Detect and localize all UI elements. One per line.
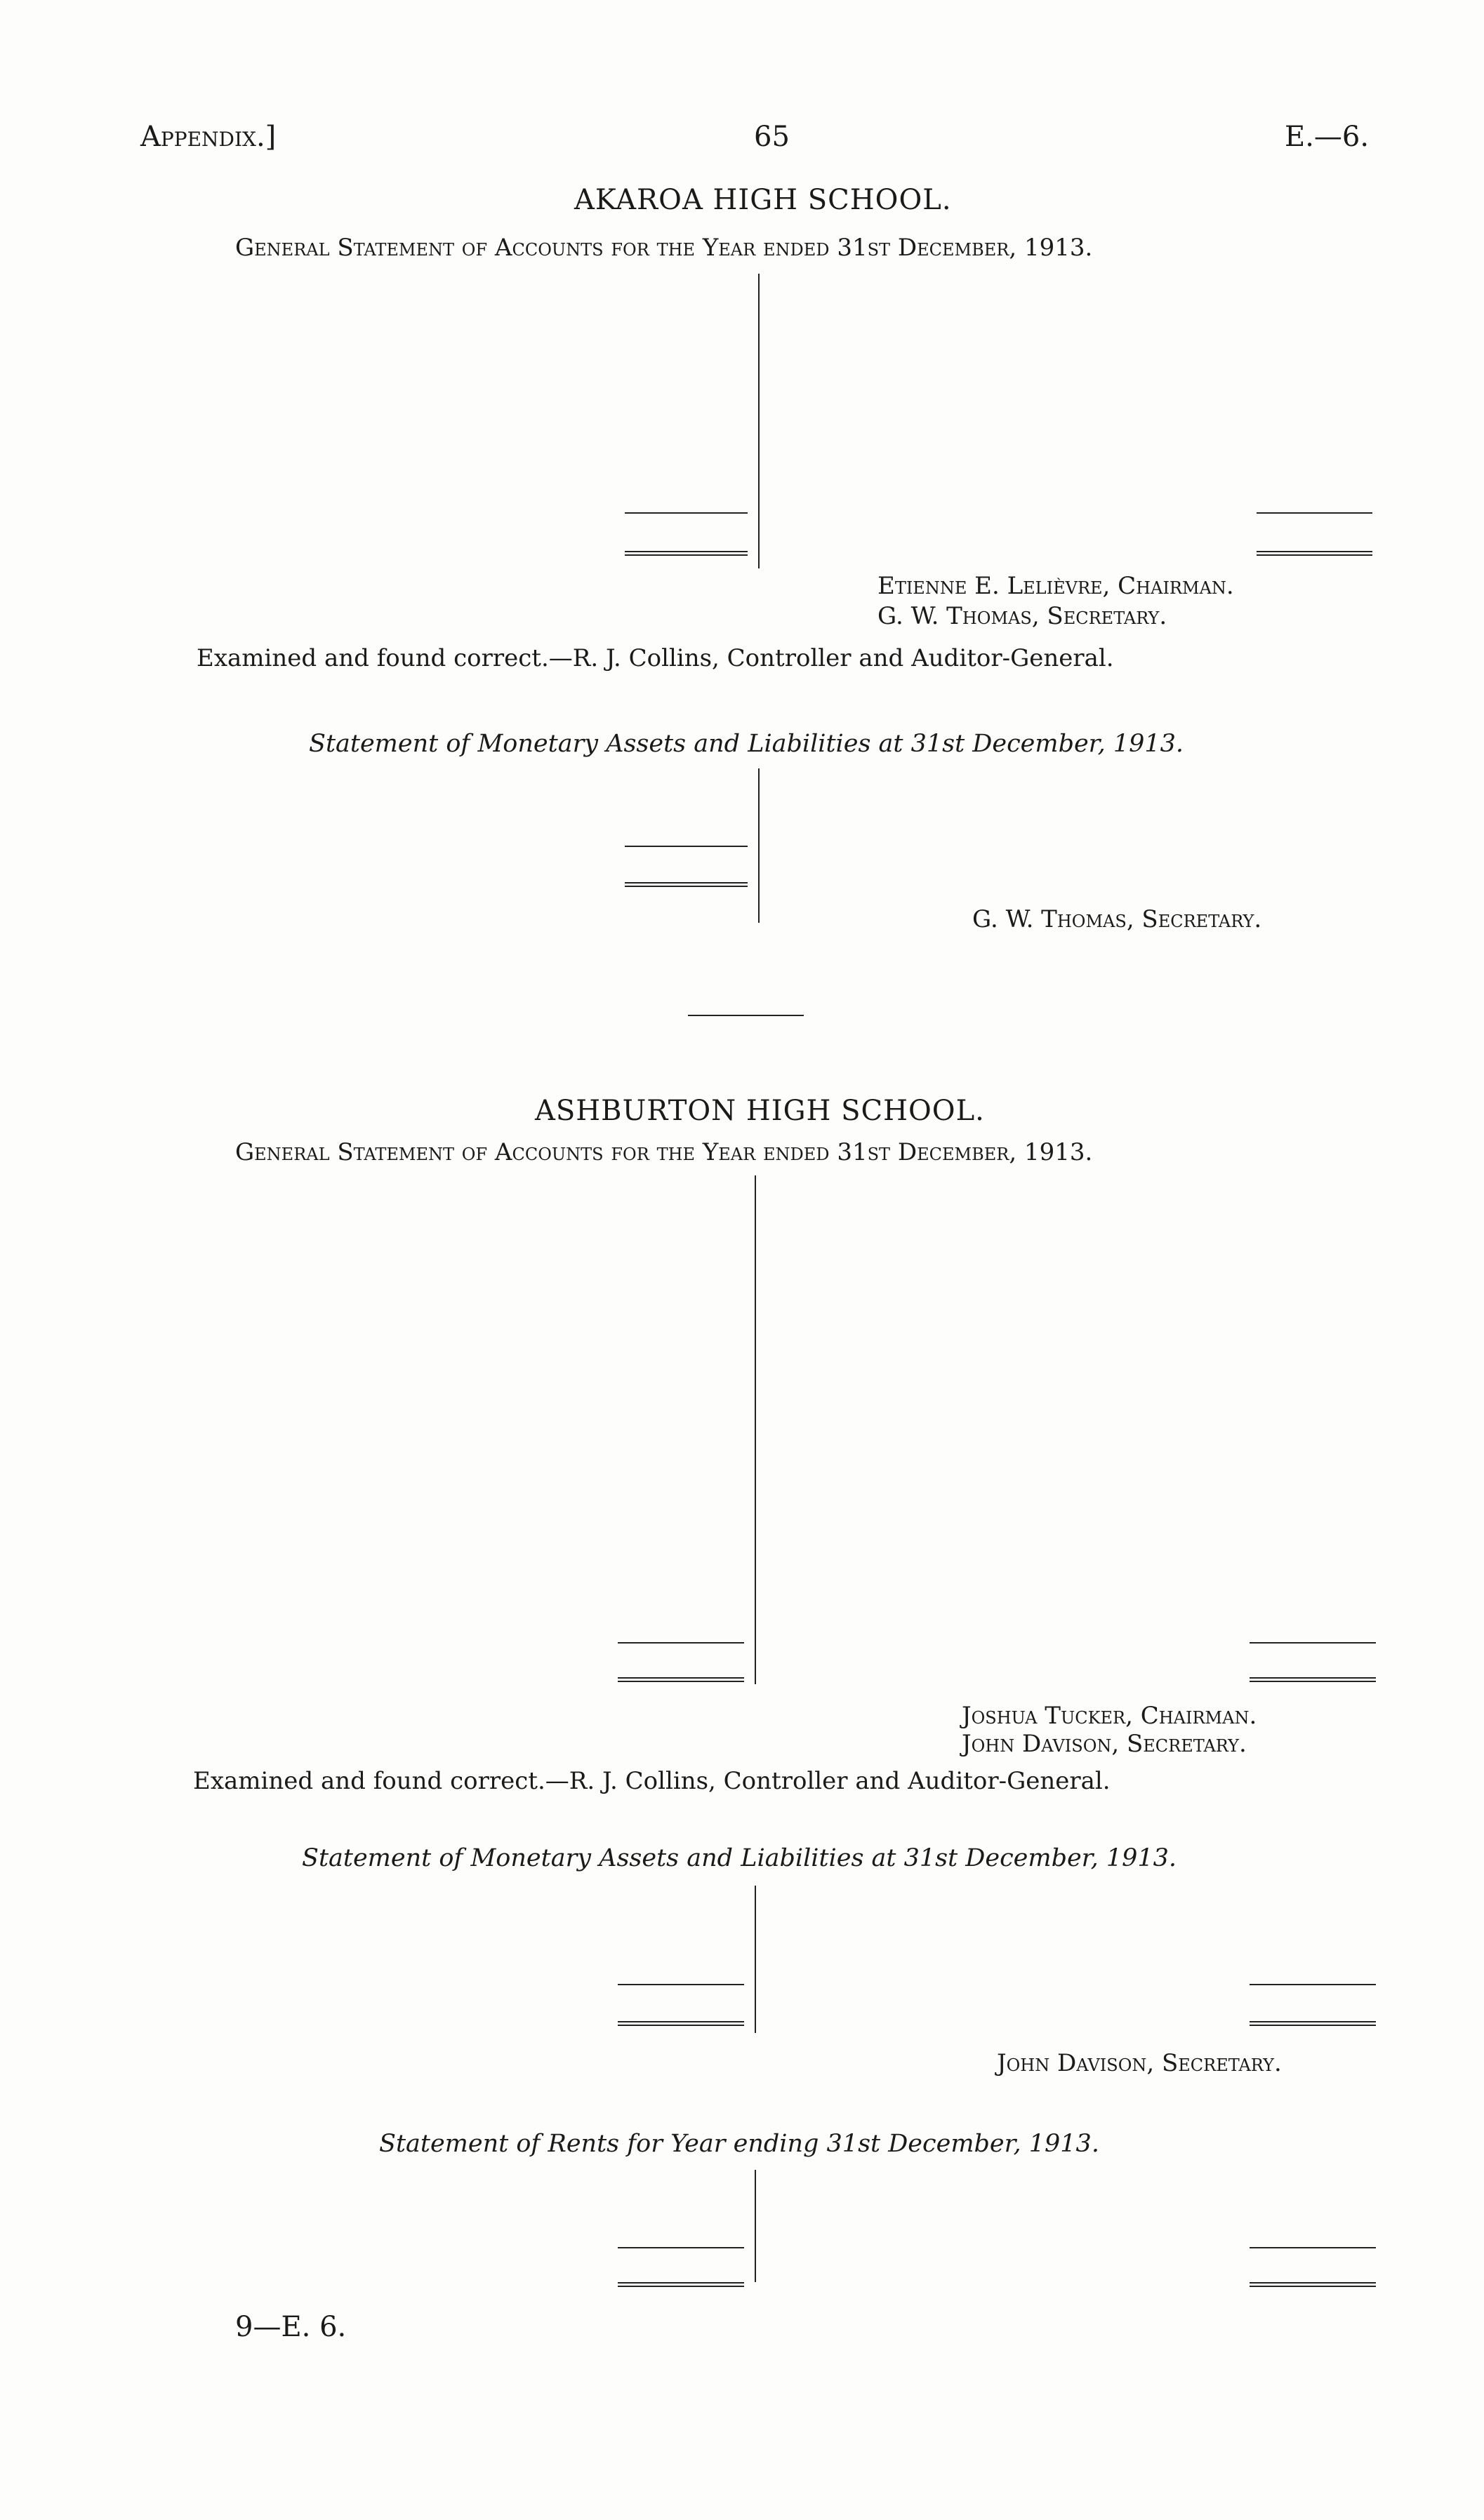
as-rent-left-row — [133, 2194, 748, 2218]
as-receipt-row — [133, 1359, 748, 1382]
as-receipt-row — [133, 1289, 748, 1312]
as-liabilities-col-pence — [1341, 1882, 1372, 1905]
ak-exp-row — [769, 295, 1377, 318]
as-receipt-row — [133, 1243, 748, 1266]
ak-exp-rule — [1257, 512, 1372, 514]
ak-expenditure-col-pence — [1339, 270, 1370, 293]
as-rent-right-row — [762, 2194, 1379, 2218]
as-exp-row — [762, 1567, 1379, 1590]
ak-exp-row — [769, 480, 1377, 503]
page-number: 65 — [754, 121, 790, 153]
akaroa-general-title: General Statement of Accounts for the Year ended 31st December, 1913. — [235, 234, 1093, 262]
ak-receipts-total-row — [140, 519, 753, 542]
as-receipt-row — [133, 1405, 748, 1428]
as-assets-col-pence — [709, 1882, 741, 1905]
as-exp-double-rule — [1250, 1677, 1376, 1682]
ashburton-rents-table — [133, 2163, 1376, 2289]
ak-receipts-rule — [625, 512, 748, 514]
as-receipt-row — [133, 1335, 748, 1359]
as-exp-row — [762, 1220, 1379, 1243]
as-receipt-row — [133, 1382, 748, 1405]
as-receipt-row — [133, 1428, 748, 1451]
as-exp-row — [762, 1590, 1379, 1613]
as-assets-col-shilling — [677, 1882, 709, 1905]
as-receipt-row — [133, 1266, 748, 1289]
as-assets-total-row — [133, 1991, 748, 2014]
ashburton-secretary: John Davison, Secretary. — [962, 1730, 1247, 1758]
as-rents-right-col-pence — [1341, 2170, 1372, 2193]
as-asset-row — [133, 1926, 748, 1949]
footer-signature: 9—E. 6. — [235, 2311, 347, 2343]
ashburton-chairman: Joshua Tucker, Chairman. — [962, 1702, 1257, 1730]
as-receipt-row — [133, 1498, 748, 1521]
as-rents-left-double-rule — [618, 2282, 744, 2287]
as-rents-right-total-row — [762, 2253, 1379, 2276]
as-rents-left-col-pence — [709, 2170, 741, 2193]
as-exp-row — [762, 1451, 1379, 1474]
as-exp-row — [762, 1243, 1379, 1266]
ashburton-assets-title: Statement of Monetary Assets and Liabilities at 31st December, 1913. — [302, 1844, 1177, 1872]
as-assets-center-rule — [755, 1886, 756, 2033]
as-receipts-total-row — [133, 1647, 748, 1670]
as-exp-row — [762, 1196, 1379, 1220]
as-rents-left-total-row — [133, 2253, 748, 2276]
as-rent-right-row — [762, 2218, 1379, 2241]
as-asset-row — [133, 1949, 748, 1973]
as-assets-double-rule — [618, 2021, 744, 2026]
header-right: E.—6. — [1285, 121, 1370, 153]
ak-assets-center-rule — [758, 768, 760, 923]
ashburton-accounts-table — [133, 1172, 1376, 1691]
as-exp-rule — [1250, 1642, 1376, 1644]
akaroa-title: AKAROA HIGH SCHOOL. — [574, 184, 952, 216]
akaroa-secretary: G. W. Thomas, Secretary. — [877, 602, 1167, 630]
ak-assets-col-pence — [709, 765, 741, 788]
as-rents-right-col-pound — [1292, 2170, 1320, 2193]
as-exp-row — [762, 1289, 1379, 1312]
as-receipt-row — [133, 1613, 748, 1636]
as-asset-row — [133, 1903, 748, 1926]
as-exp-row — [762, 1544, 1379, 1567]
as-exp-row — [762, 1359, 1379, 1382]
as-rent-left-row — [133, 2218, 748, 2241]
as-exp-row — [762, 1613, 1379, 1636]
ak-assets-total-row — [140, 851, 748, 874]
ashburton-rents-title: Statement of Rents for Year ending 31st December, 1913. — [379, 2130, 1099, 2158]
ashburton-general-title: General Statement of Accounts for the Year ended 31st December, 1913. — [235, 1138, 1093, 1166]
akaroa-assets-title: Statement of Monetary Assets and Liabilities at 31st December, 1913. — [309, 730, 1184, 758]
ak-exp-total-row — [769, 519, 1377, 542]
as-assets-rule — [618, 1984, 744, 1985]
as-receipt-row — [133, 1451, 748, 1474]
ak-asset-row — [140, 809, 748, 832]
ashburton-title: ASHBURTON HIGH SCHOOL. — [535, 1095, 985, 1127]
as-receipt-row — [133, 1590, 748, 1613]
ak-exp-row — [769, 387, 1377, 411]
as-rents-right-rule — [1250, 2247, 1376, 2248]
as-exp-row — [762, 1521, 1379, 1544]
as-liab-total-row — [762, 1991, 1379, 2014]
section-divider — [688, 1015, 804, 1016]
as-exp-row — [762, 1405, 1379, 1428]
as-receipt-row — [133, 1521, 748, 1544]
as-rents-right-double-rule — [1250, 2282, 1376, 2287]
as-liab-rule — [1250, 1984, 1376, 1985]
as-receipts-col-pence — [709, 1172, 741, 1195]
ak-assets-rule — [625, 846, 748, 847]
akaroa-chairman: Etienne E. Lelièvre, Chairman. — [877, 572, 1234, 600]
ak-asset-row — [140, 786, 748, 809]
ak-center-rule — [758, 274, 760, 568]
as-rents-left-col-shilling — [677, 2170, 709, 2193]
as-receipt-row — [133, 1196, 748, 1220]
as-center-rule — [755, 1175, 756, 1684]
as-liability-row — [762, 1903, 1379, 1926]
as-receipt-row — [133, 1220, 748, 1243]
as-rents-left-rule — [618, 2247, 744, 2248]
as-rents-left-col-pound — [642, 2170, 670, 2193]
as-exp-row — [762, 1266, 1379, 1289]
as-exp-row — [762, 1428, 1379, 1451]
ashburton-examined: Examined and found correct.—R. J. Collins, Controller and Auditor-General. — [193, 1767, 1111, 1795]
ak-receipts-col-pence — [714, 270, 746, 293]
akaroa-examined: Examined and found correct.—R. J. Collins, Controller and Auditor-General. — [197, 644, 1114, 672]
ak-receipt-row — [140, 295, 753, 318]
ashburton-assets-table — [133, 1882, 1376, 2044]
as-receipt-row — [133, 1567, 748, 1590]
ak-exp-row — [769, 457, 1377, 480]
ak-receipt-row — [140, 341, 753, 364]
akaroa-accounts-table — [140, 270, 1376, 579]
ashburton-secretary-2: John Davison, Secretary. — [997, 2049, 1282, 2077]
as-exp-row — [762, 1498, 1379, 1521]
as-receipts-double-rule — [618, 1677, 744, 1682]
as-exp-row — [762, 1474, 1379, 1498]
ak-assets-col-shilling — [679, 765, 710, 788]
ak-exp-row — [769, 411, 1377, 434]
as-exp-total-row — [762, 1647, 1379, 1670]
as-expenditure-col-pence — [1341, 1172, 1372, 1195]
header-left: Appendix.] — [140, 121, 277, 153]
ak-exp-row — [769, 364, 1377, 387]
as-receipt-row — [133, 1544, 748, 1567]
as-receipts-col-pound — [642, 1172, 670, 1195]
ak-exp-row — [769, 434, 1377, 457]
ak-exp-double-rule — [1257, 551, 1372, 556]
as-receipt-row — [133, 1312, 748, 1335]
ak-receipt-row — [140, 318, 753, 341]
ak-receipts-double-rule — [625, 551, 748, 556]
as-exp-row — [762, 1312, 1379, 1335]
as-liabilities-col-pound — [1292, 1882, 1320, 1905]
ak-exp-row — [769, 318, 1377, 341]
as-rents-center-rule — [755, 2170, 756, 2282]
as-receipts-col-shilling — [677, 1172, 709, 1195]
as-receipt-row — [133, 1474, 748, 1498]
as-assets-col-pound — [642, 1882, 670, 1905]
ak-assets-col-pound — [646, 765, 674, 788]
as-liab-double-rule — [1250, 2021, 1376, 2026]
ak-assets-double-rule — [625, 882, 748, 887]
ak-exp-row — [769, 341, 1377, 364]
as-exp-row — [762, 1335, 1379, 1359]
akaroa-secretary-2: G. W. Thomas, Secretary. — [972, 905, 1262, 933]
as-exp-row — [762, 1382, 1379, 1405]
as-receipts-rule — [618, 1642, 744, 1644]
